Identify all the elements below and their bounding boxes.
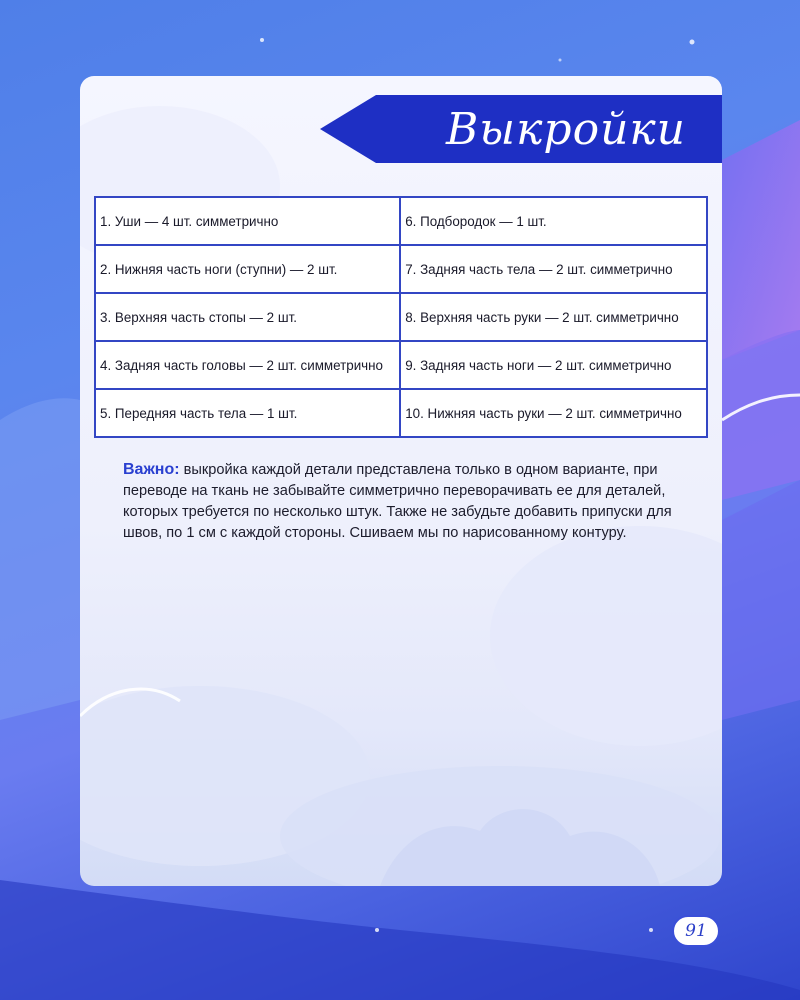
page-number: 91 (672, 915, 720, 947)
table-cell: 5. Передняя часть тела — 1 шт. (95, 389, 400, 437)
title-banner (320, 95, 722, 163)
table-row (95, 245, 707, 293)
parts-table (94, 196, 708, 438)
table-cell: 7. Задняя часть тела — 2 шт. симметрично (400, 245, 707, 293)
table-row (95, 389, 707, 437)
table-cell: 8. Верхняя часть руки — 2 шт. симметрично (400, 293, 707, 341)
table-cell: 6. Подбородок — 1 шт. (400, 197, 707, 245)
note-text: выкройка каждой детали представлена только в одном варианте, при переводе на ткань не забывайте симметрично переворачивать ее для деталей, которых требуется по несколько штук. Также не забудьте добавить припуски для швов, по 1 см с каждой стороны. Сшиваем мы по нарисованному контуру. (123, 462, 672, 541)
table-cell: 9. Задняя часть ноги — 2 шт. симметрично (400, 341, 707, 389)
table-cell: 4. Задняя часть головы — 2 шт. симметрично (95, 341, 400, 389)
table-cell: 10. Нижняя часть руки — 2 шт. симметрично (400, 389, 707, 437)
table-row (95, 293, 707, 341)
table-row (95, 341, 707, 389)
note-label: Важно: (123, 461, 180, 478)
page-title: Выкройки (445, 103, 687, 155)
table-row (95, 197, 707, 245)
table-cell: 2. Нижняя часть ноги (ступни) — 2 шт. (95, 245, 400, 293)
table-cell: 1. Уши — 4 шт. симметрично (95, 197, 400, 245)
important-note (123, 459, 708, 544)
table-cell: 3. Верхняя часть стопы — 2 шт. (95, 293, 400, 341)
